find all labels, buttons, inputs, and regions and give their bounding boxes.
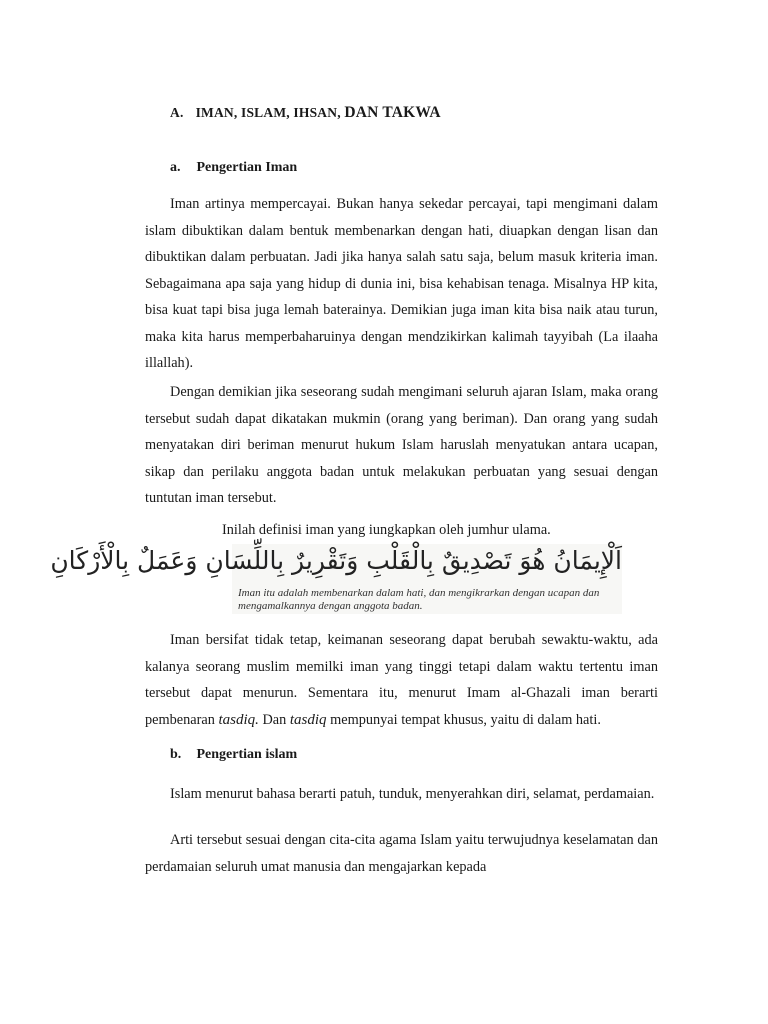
- section-heading-islam: [170, 747, 297, 763]
- chapter-number: A.: [170, 105, 184, 120]
- quote-translation: Iman itu adalah membenarkan dalam hati, dan mengikrarkan dengan ucapan dan mengamalkannya dengan anggota badan.: [238, 587, 600, 612]
- paragraph-islam-ideals: [145, 827, 658, 880]
- paragraph-text: Dan: [262, 711, 287, 728]
- paragraph-text: Dengan demikian jika seseorang sudah mengimani seluruh ajaran Islam, maka orang tersebut sudah dapat dikatakan mukmin (orang yang beriman). Dan orang yang sudah menyatakan diri beriman menurut hukum Islam haruslah menyatukan antara ucapan, sikap dan perilaku anggota badan untuk melakukan perbuatan yang sesuai dengan tuntutan iman tersebut.: [145, 384, 658, 506]
- paragraph-iman-definition: [145, 191, 658, 377]
- section-title: Pengertian islam: [196, 747, 298, 762]
- term-tasdiq: tasdiq: [289, 711, 327, 728]
- section-heading-iman: [170, 160, 297, 176]
- arabic-quote-image: [50, 544, 622, 614]
- chapter-heading: [170, 104, 441, 122]
- section-number: b.: [170, 747, 182, 762]
- paragraph-mukmin: [145, 379, 658, 512]
- section-title: Pengertian Iman: [196, 160, 298, 175]
- chapter-title-part1: IMAN, ISLAM, IHSAN,: [195, 105, 341, 120]
- section-number: a.: [170, 160, 181, 175]
- chapter-title-part2: DAN TAKWA: [344, 104, 441, 121]
- arabic-text: اَلْإِيمَانُ هُوَ تَصْدِيقٌ بِالْقَلْبِ وَتَقْرِيرٌ بِاللِّسَانِ وَعَمَلٌ بِالْأَرْكَانِ: [50, 546, 622, 575]
- paragraph-text: Iman bersifat tidak tetap, keimanan seseorang dapat berubah sewaktu-waktu, ada kalanya seorang muslim memilki iman yang tinggi tetapi dalam waktu tertentu iman tersebut dapat menurun. Sementara itu, menurut Imam al-Ghazali iman berarti pembenaran: [145, 632, 658, 728]
- term-tasdiq: tasdiq.: [218, 711, 259, 728]
- paragraph-text: mempunyai tempat khusus, yaitu di dalam hati.: [330, 711, 601, 728]
- paragraph-text: Arti tersebut sesuai dengan cita-cita agama Islam yaitu terwujudnya keselamatan dan perdamaian seluruh umat manusia dan mengajarkan kepada: [145, 832, 658, 875]
- paragraph-text: Islam menurut bahasa berarti patuh, tunduk, menyerahkan diri, selamat, perdamaian.: [170, 786, 655, 802]
- paragraph-islam-meaning: [145, 781, 658, 808]
- paragraph-iman-nature: [145, 627, 658, 733]
- paragraph-text: Iman artinya mempercayai. Bukan hanya sekedar percayai, tapi mengimani dalam islam dibuktikan dalam bentuk membenarkan dengan hati, diuapkan dengan lisan dan dibuktikan dalam perbuatan. Jadi jika hanya salah satu saja, belum masuk kriteria iman. Sebagaimana apa saja yang hidup di dunia ini, bisa kehabisan tenaga. Misalnya HP kita, bisa kuat tapi bisa juga lemah baterainya. Demikian juga iman kita bisa naik atau turun, maka kita harus memperbaharuinya dengan mendzikirkan kalimah tayyibah (La ilaaha illallah).: [145, 196, 658, 371]
- definition-intro: Inilah definisi iman yang iungkapkan oleh jumhur ulama.: [222, 522, 551, 538]
